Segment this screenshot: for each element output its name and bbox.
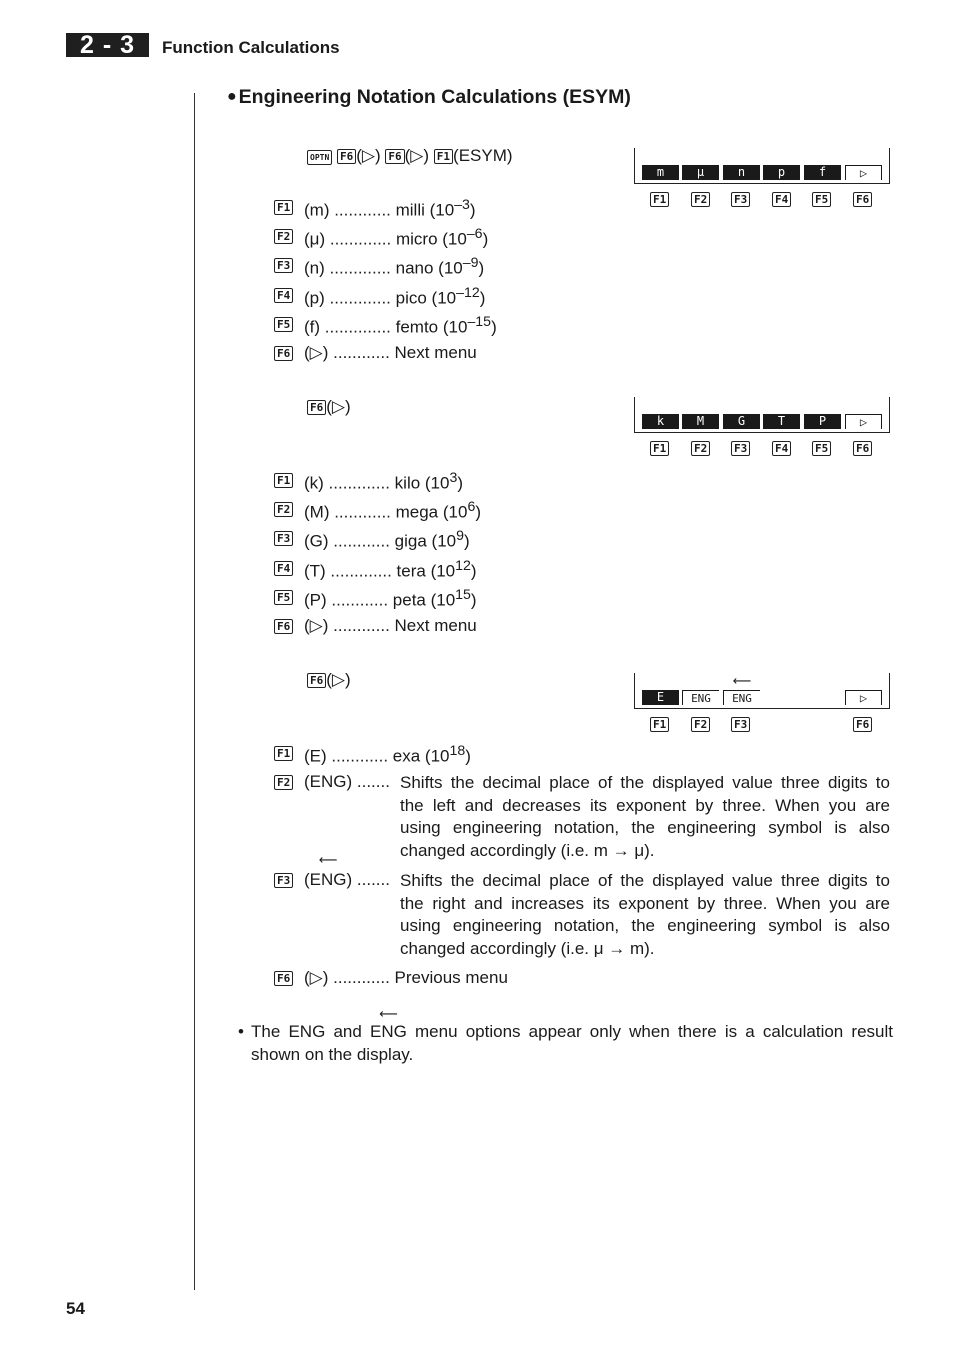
desc-line: changed accordingly (i.e. μ → m).: [400, 939, 655, 959]
desc-line: the left and decreases its exponent by three. When you are: [400, 795, 890, 815]
f6-key: F6: [337, 149, 356, 164]
row-exponent: 6: [467, 499, 476, 515]
f5-key: F5: [812, 192, 831, 207]
f6-key: F6: [853, 192, 872, 207]
f4-key: F4: [274, 288, 293, 303]
reverse-eng-description: [400, 870, 890, 961]
f6-key: F6: [307, 673, 326, 688]
f3-key: F3: [274, 531, 293, 546]
row-text: (k) ............. kilo (10: [304, 473, 450, 493]
key-sequence-esym: [307, 146, 513, 166]
row-text: (E) ............ exa (10: [304, 746, 450, 766]
f5-key: F5: [812, 441, 831, 456]
optn-key: OPTN: [307, 150, 332, 165]
desc-line: changed accordingly (i.e. m → μ).: [400, 841, 655, 861]
row-exponent: 12: [455, 558, 471, 574]
f3-key: F3: [731, 441, 750, 456]
f3-key: F3: [731, 192, 750, 207]
lcd-softkey-k: k: [642, 414, 679, 429]
row-close: ): [475, 502, 481, 522]
lcd-softkey-peta: P: [804, 414, 841, 429]
f2-key: F2: [691, 717, 710, 732]
row-close: ): [469, 200, 476, 220]
reverse-eng-text: ⟵ ENG: [310, 870, 347, 890]
row-exponent: –3: [454, 197, 470, 213]
row-text: (G) ............ giga (10: [304, 531, 457, 551]
f2-key: F2: [274, 775, 293, 790]
note-bullet: •: [238, 1022, 244, 1041]
f6-key: F6: [274, 346, 293, 361]
f2-key: F2: [691, 192, 710, 207]
f1-key: F1: [650, 441, 669, 456]
lcd-softkey-e: E: [642, 690, 679, 705]
lcd-softkey-m: m: [642, 165, 679, 180]
esym-label: (ESYM): [453, 146, 513, 165]
lcd-softkey-p: p: [763, 165, 800, 180]
page-number: 54: [66, 1299, 85, 1318]
f1-key: F1: [274, 473, 293, 488]
f1-key: F1: [650, 717, 669, 732]
lcd-softkey-next: ▷: [845, 414, 882, 429]
lcd-menu-2: [634, 397, 890, 433]
row-close: ): [482, 229, 489, 249]
f6-key: F6: [853, 441, 872, 456]
row-exponent: 15: [455, 587, 471, 603]
row-text: (μ) ............. micro (10: [304, 229, 467, 249]
heading-bullet: ●: [227, 88, 237, 105]
row-close: ): [478, 258, 485, 278]
reverse-eng-label: (⟵ ENG) .......: [304, 870, 390, 890]
tri-label: (▷): [356, 146, 381, 165]
row-text: (P) ............ peta (10: [304, 590, 456, 610]
f1-key: F1: [274, 200, 293, 215]
lcd-softkey-t: T: [763, 414, 800, 429]
row-close: ): [465, 746, 471, 766]
row-text: (M) ............ mega (10: [304, 502, 468, 522]
f4-key: F4: [772, 441, 791, 456]
row-close: ): [491, 317, 497, 337]
note-line2: shown on the display.: [251, 1045, 414, 1064]
f1-key: F1: [274, 746, 293, 761]
row-text: (n) ............. nano (10: [304, 258, 463, 278]
lcd-softkey-mega: M: [682, 414, 719, 429]
lcd-menu-3: [634, 673, 890, 709]
row-close: ): [470, 561, 477, 581]
row-close: ): [457, 473, 464, 493]
f3-key: F3: [731, 717, 750, 732]
lcd-softkey-mu: μ: [682, 165, 719, 180]
key-sequence-next-1: [307, 397, 351, 417]
note-pre: The ENG and: [251, 1022, 370, 1041]
tri-label: (▷): [404, 146, 430, 165]
f5-key: F5: [274, 317, 293, 332]
row-close: ): [479, 288, 486, 308]
row-text: (▷) ............ Next menu: [304, 616, 477, 635]
f1-key: F1: [650, 192, 669, 207]
heading-text: Engineering Notation Calculations (ESYM): [238, 86, 631, 108]
note: [238, 1020, 893, 1066]
vertical-rule: [194, 93, 195, 1290]
lcd-softkey-next: ▷: [845, 165, 882, 180]
row-exponent: 3: [449, 470, 458, 486]
row-text: (m) ............ milli (10: [304, 200, 455, 220]
desc-line: using engineering notation, the engineering symbol is also: [400, 916, 890, 936]
f4-key: F4: [772, 192, 791, 207]
row-exponent: –12: [456, 285, 480, 301]
lcd-softkey-eng: ENG: [682, 690, 719, 705]
page-heading: [227, 86, 631, 109]
f2-key: F2: [274, 229, 293, 244]
note-text: [251, 1020, 893, 1066]
row-exponent: –6: [466, 226, 483, 242]
eng-label: (ENG) .......: [304, 772, 390, 791]
f3-key: F3: [274, 258, 293, 273]
row-close: ): [470, 590, 477, 610]
desc-line: the right and increases its exponent by three. When you are: [400, 893, 890, 913]
row-text: (▷) ............ Next menu: [304, 343, 477, 362]
desc-line: using engineering notation, the engineering symbol is also: [400, 818, 890, 838]
note-reverse-eng: ⟵ ENG: [370, 1020, 407, 1043]
lcd-menu-1: [634, 148, 890, 184]
f4-key: F4: [274, 561, 293, 576]
lcd-softkey-prev: ▷: [845, 690, 882, 705]
key-sequence-next-2: [307, 670, 351, 690]
f6-key: F6: [385, 149, 404, 164]
section-title: Function Calculations: [162, 38, 340, 57]
f5-key: F5: [274, 590, 293, 605]
row-exponent: –15: [467, 314, 492, 330]
lcd-softkey-f: f: [804, 165, 841, 180]
row-exponent: –9: [462, 255, 479, 271]
section-number-badge: 2 - 3: [66, 33, 149, 57]
lcd-softkey-g: G: [723, 414, 760, 429]
f2-key: F2: [691, 441, 710, 456]
tri-label: (▷): [326, 670, 351, 689]
note-post: menu options appear only when there is a calculation result: [406, 1022, 893, 1041]
row-text: (▷) ............ Previous menu: [304, 968, 508, 987]
f6-key: F6: [274, 971, 293, 986]
f6-key: F6: [274, 619, 293, 634]
eng-description: [400, 772, 890, 863]
f6-key: F6: [307, 400, 326, 415]
row-exponent: 9: [456, 528, 464, 544]
row-text: (f) .............. femto (10: [304, 317, 468, 337]
row-text: (p) ............. pico (10: [304, 288, 457, 308]
desc-line: Shifts the decimal place of the displayed value three digits to: [400, 773, 890, 792]
f3-key: F3: [274, 873, 293, 888]
row-exponent: 18: [449, 743, 466, 759]
row-text: (T) ............. tera (10: [304, 561, 456, 581]
lcd-softkey-reverse-eng: ⟵ ENG: [723, 690, 760, 705]
row-close: ): [463, 531, 470, 551]
f2-key: F2: [274, 502, 293, 517]
tri-label: (▷): [326, 397, 351, 416]
lcd-softkey-n: n: [723, 165, 760, 180]
desc-line: Shifts the decimal place of the displayed value three digits to: [400, 871, 890, 890]
f6-key: F6: [853, 717, 872, 732]
f1-key: F1: [434, 149, 453, 164]
